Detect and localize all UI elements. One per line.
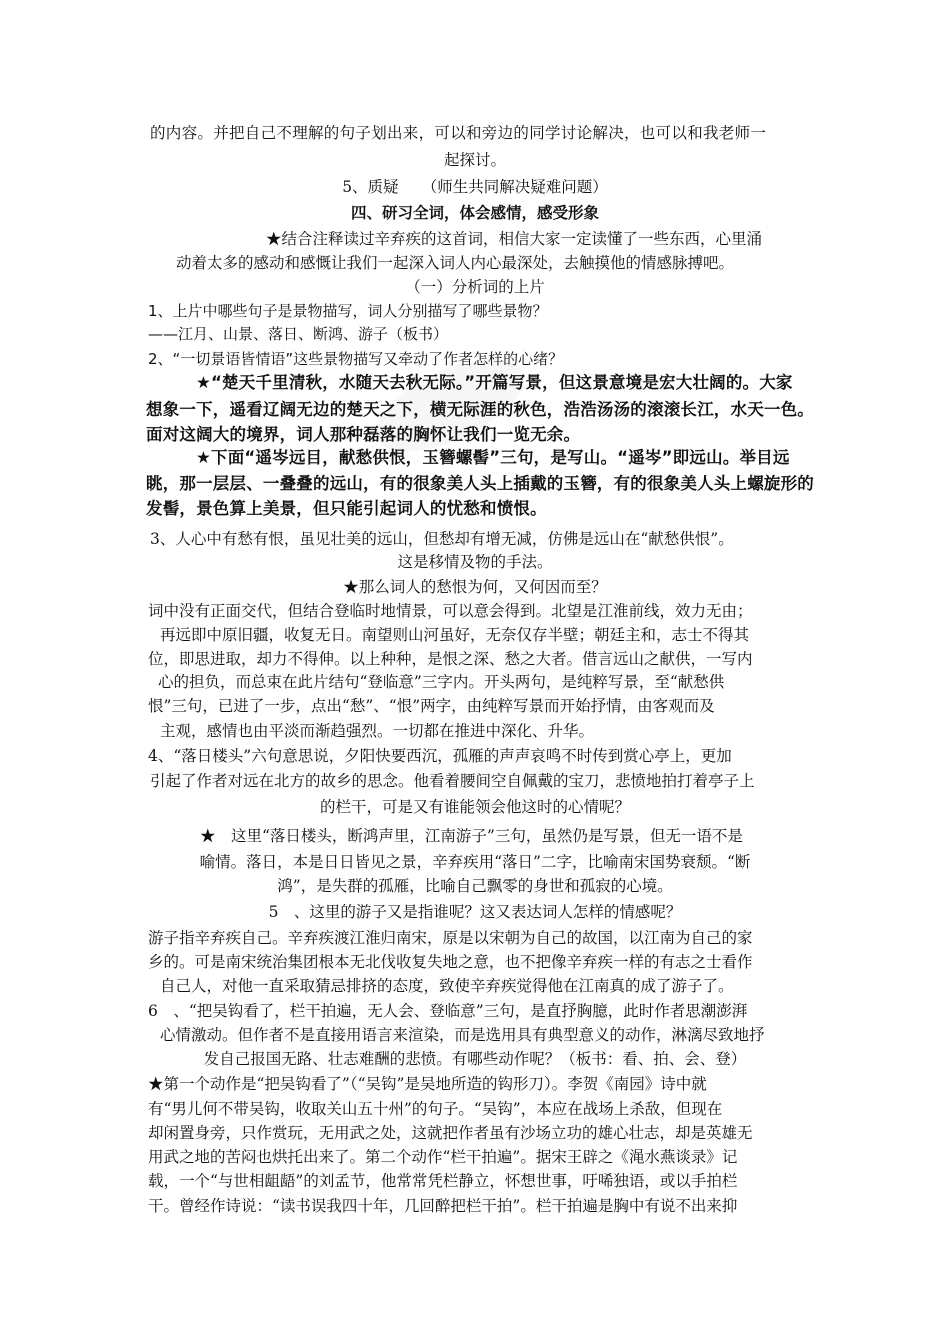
text-line: ★“楚天千里清秋，水随天去秋无际。”开篇写景，但这景意境是宏大壮阔的。大家 [196, 373, 793, 392]
text-line: 想象一下，遥看辽阔无边的楚天之下，横无际涯的秋色，浩浩汤汤的滚滚长江，水天一色。 [146, 400, 814, 419]
text-line: ★那么词人的愁恨为何，又何因而至？ [343, 578, 607, 596]
question-line: 6 、“把吴钩看了，栏干拍遍，无人会、登临意”三句，是直抒胸臆，此时作者思潮澎湃 [148, 1002, 748, 1020]
text-line: 自己人，对他一直采取猜忌排挤的态度，致使辛弃疾觉得他在江南真的成了游子了。 [160, 977, 734, 995]
text-line: ——江月、山景、落日、断鸿、游子（板书） [148, 325, 449, 343]
text-line: 乡的。可是南宋统治集团根本无北伐收复失地之意，也不把像辛弃疾一样的有志之士看作 [148, 953, 753, 971]
text-line: 发自己报国无路、壮志难酬的悲愤。有哪些动作呢？（板书：看、拍、会、登） [203, 1050, 747, 1068]
question-line: 2、“一切景语皆情语”这些景物描写又牵动了作者怎样的心绪？ [148, 350, 564, 368]
text-line: 发髻，景色算上美景，但只能引起词人的忧愁和愤恨。 [146, 499, 547, 518]
subsection-heading: （一）分析词的上片 [405, 278, 545, 296]
text-line: 的内容。并把自己不理解的句子划出来，可以和旁边的同学讨论解决，也可以和我老师一 [150, 124, 767, 142]
text-line: 起探讨。 [443, 151, 506, 169]
text-line: ★结合注释读过辛弃疾的这首词，相信大家一定读懂了一些东西，心里涌 [266, 230, 763, 248]
text-line: 词中没有正面交代，但结合登临时地情景，可以意会得到。北望是江淮前线，效力无由； [148, 602, 753, 620]
text-line: 却闲置身旁，只作赏玩，无用武之处，这就把作者虽有沙场立功的雄心壮志，却是英雄无 [148, 1124, 753, 1142]
question-line: 3、人心中有愁有恨，虽见壮美的远山，但愁却有增无减，仿佛是远山在“献愁供恨”。 [150, 530, 734, 548]
text-line: ★下面“遥岑远目，献愁供恨，玉簪螺髻”三句，是写山。“遥岑”即远山。举目远 [196, 448, 790, 467]
question-line: 4、“落日楼头”六句意思说，夕阳快要西沉，孤雁的声声哀鸣不时传到赏心亭上，更加 [148, 747, 732, 765]
text-line: 引起了作者对远在北方的故乡的思念。他看着腰间空自佩戴的宝刀，悲愤地拍打着亭子上 [150, 772, 755, 790]
text-line: 再远即中原旧疆，收复无日。南望则山河虽好，无奈仅存半壁；朝廷主和，志士不得其 [160, 626, 750, 644]
question-line: 1、上片中哪些句子是景物描写，词人分别描写了哪些景物？ [148, 302, 548, 320]
text-line: 位，即思进取，却力不得伸。以上种种，是恨之深、愁之大者。借言远山之献供，一写内 [148, 650, 753, 668]
text-line: 载，一个“与世相龃龉”的刘孟节，他常常凭栏静立，怀想世事，吁唏独语，或以手拍栏 [148, 1172, 738, 1190]
text-line: 主观，感情也由平淡而渐趋强烈。一切都在推进中深化、升华。 [160, 722, 595, 740]
text-line: 眺，那一层层、一叠叠的远山，有的很象美人头上插戴的玉簪，有的很象美人头上螺旋形的 [146, 474, 814, 493]
text-line: 游子指辛弃疾自己。辛弃疾渡江淮归南宋，原是以宋朝为自己的故国，以江南为自己的家 [148, 929, 753, 947]
text-line: 面对这阔大的境界，词人那种磊落的胸怀让我们一览无余。 [146, 425, 581, 444]
text-line: 这是移情及物的手法。 [397, 553, 553, 571]
text-line: 心的担负，而总束在此片结句“登临意”三字内。开头两句，是纯粹写景，至“献愁供 [158, 673, 725, 691]
text-line: 恨”三句，已进了一步，点出“愁”、“恨”两字，由纯粹写景而开始抒情，由客观而及 [148, 697, 715, 715]
text-line: 鸿”，是失群的孤雁，比喻自己飘零的身世和孤寂的心境。 [277, 877, 673, 895]
text-line: 有“男儿何不带吴钩，收取关山五十州”的句子。“吴钩”，本应在战场上杀敌，但现在 [148, 1100, 723, 1118]
text-line: 的栏干，可是又有谁能领会他这时的心情呢？ [319, 798, 630, 816]
text-line: 5、质疑 （师生共同解决疑难问题） [342, 178, 608, 196]
section-heading: 四、研习全词，体会感情，感受形象 [350, 203, 599, 222]
question-line: 5 、这里的游子又是指谁呢？这又表达词人怎样的情感呢？ [268, 903, 682, 921]
text-line: 心情激动。但作者不是直接用语言来渲染，而是选用具有典型意义的动作，淋漓尽致地抒 [160, 1026, 765, 1044]
text-line: ★第一个动作是“把吴钩看了”（“吴钩”是吴地所造的钩形刀）。李贺《南园》诗中就 [148, 1075, 707, 1093]
text-line: 干。曾经作诗说：“读书误我四十年，几回醉把栏干拍”。栏干拍遍是胸中有说不出来抑 [148, 1197, 738, 1215]
text-line: 用武之地的苦闷也烘托出来了。第二个动作“栏干拍遍”。据宋王辟之《渑水燕谈录》记 [148, 1148, 738, 1166]
text-line: 动着太多的感动和感慨让我们一起深入词人内心最深处，去触摸他的情感脉搏吧。 [176, 254, 735, 272]
text-line: ★ 这里“落日楼头，断鸿声里，江南游子”三句，虽然仍是写景，但无一语不是 [200, 827, 743, 845]
text-line: 喻情。落日，本是日日皆见之景，辛弃疾用“落日”二字，比喻南宋国势衰颓。“断 [199, 853, 751, 871]
